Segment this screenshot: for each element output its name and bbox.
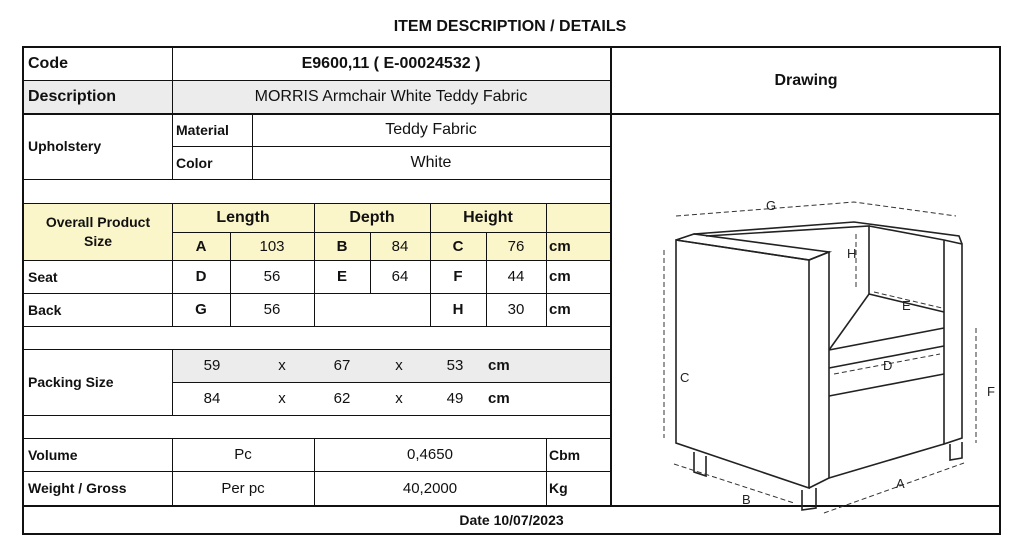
grid-line <box>172 203 173 326</box>
packing-1-sep-1: x <box>278 357 286 374</box>
dim-value-d: 56 <box>263 268 281 285</box>
grid-line <box>24 471 610 472</box>
depth-header: Depth <box>314 203 430 232</box>
base-front-top <box>829 374 944 396</box>
packing-1-sep-2: x <box>395 357 403 374</box>
right-arm <box>869 226 962 444</box>
weight-value: 40,2000 <box>402 479 458 497</box>
left-arm-top <box>676 234 829 260</box>
description-value: MORRIS Armchair White Teddy Fabric <box>172 80 610 113</box>
dim-key-b: B <box>314 232 370 260</box>
backrest-top <box>694 222 962 244</box>
seat-label: Seat <box>28 268 58 285</box>
item-details-sheet <box>22 46 1001 535</box>
code-value: E9600,11 ( E-00024532 ) <box>301 55 481 72</box>
drawing-letter-c: C <box>680 370 690 385</box>
packing-row-1 <box>172 349 610 382</box>
dimension-lines <box>664 202 976 513</box>
length-header: Length <box>172 203 314 232</box>
packing-1-width: 67 <box>333 357 351 374</box>
packing-row-2 <box>172 382 610 415</box>
dim-key-d: D <box>195 268 207 285</box>
drawing-letter-g: G <box>766 198 777 213</box>
dim-value-f: 44 <box>507 268 525 285</box>
dim-key-c: C <box>430 232 486 260</box>
page-title: ITEM DESCRIPTION / DETAILS <box>393 18 627 35</box>
grid-line <box>24 438 610 439</box>
volume-label: Volume <box>28 446 78 463</box>
packing-2-sep-2: x <box>395 390 403 407</box>
drawing-letter-h: H <box>847 246 857 261</box>
grid-line <box>24 415 610 416</box>
grid-line <box>24 326 610 327</box>
seat-top-back <box>829 294 944 350</box>
packing-2-height: 49 <box>446 390 464 407</box>
dim-value-h: 30 <box>507 301 525 318</box>
dim-value-e: 64 <box>391 268 409 285</box>
backrest-inner <box>706 226 869 294</box>
dim-key-f: F <box>453 268 463 285</box>
back-label: Back <box>28 301 62 318</box>
packing-2-width: 62 <box>333 390 351 407</box>
grid-line <box>172 349 173 415</box>
grid-line <box>430 203 431 326</box>
grid-line <box>252 113 253 179</box>
volume-value: 0,4650 <box>407 446 453 463</box>
upholstery-label: Upholstery <box>28 138 102 154</box>
weight-unit: Kg <box>549 480 568 496</box>
drawing-letter-b: B <box>742 492 751 507</box>
seat-top-front <box>829 328 944 350</box>
grid-line <box>314 438 315 505</box>
dim-key-g: G <box>195 301 207 318</box>
drawing-header: Drawing <box>774 71 838 89</box>
grid-line <box>24 260 610 261</box>
dim-key-e: E <box>336 268 347 285</box>
grid-line <box>24 203 610 204</box>
overall-size-label: Overall Product Size <box>24 203 172 260</box>
left-arm-side <box>809 252 829 488</box>
grid-line <box>24 293 610 294</box>
grid-line <box>172 382 610 383</box>
dim-line-b <box>674 464 794 503</box>
drawing-letter-f: F <box>987 384 995 399</box>
drawing-letter-e: E <box>902 298 911 313</box>
grid-line <box>314 203 315 326</box>
date-footer: Date 10/07/2023 <box>459 512 564 528</box>
volume-unit-label: Pc <box>234 446 252 463</box>
armchair-drawing <box>634 188 995 507</box>
base-bottom <box>829 444 944 478</box>
packing-1-height: 53 <box>446 357 464 374</box>
volume-unit: Cbm <box>549 446 581 463</box>
packing-size-label: Packing Size <box>28 374 114 390</box>
grid-line <box>24 505 999 507</box>
grid-line <box>546 203 547 326</box>
divider-main <box>610 48 612 505</box>
packing-2-length: 84 <box>203 390 221 407</box>
weight-unit-label: Per pc <box>221 479 265 497</box>
packing-1-length: 59 <box>203 357 221 374</box>
left-arm-front <box>676 240 809 488</box>
dim-key-h: H <box>452 301 464 318</box>
color-label: Color <box>176 154 213 171</box>
dim-value-b: 84 <box>370 232 430 260</box>
grid-line <box>172 48 173 179</box>
grid-line <box>546 438 547 505</box>
grid-line <box>172 438 173 505</box>
grid-line <box>230 232 231 326</box>
dim-value-g: 56 <box>263 301 281 318</box>
dim-unit-row1: cm <box>546 232 610 260</box>
color-value: White <box>410 153 452 171</box>
description-label: Description <box>24 80 172 113</box>
unit-header-blank <box>546 203 610 232</box>
grid-line <box>24 113 999 115</box>
code-label: Code <box>28 55 68 72</box>
packing-2-sep-1: x <box>278 390 286 407</box>
grid-line <box>24 179 610 180</box>
leg-back-right <box>950 442 962 460</box>
packing-1-unit: cm <box>488 357 510 374</box>
grid-line <box>24 80 610 81</box>
dim-key-a: A <box>172 232 230 260</box>
grid-line <box>370 232 371 293</box>
drawing-letter-a: A <box>896 476 905 491</box>
dim-unit-back: cm <box>549 301 571 318</box>
packing-2-unit: cm <box>488 390 510 407</box>
drawing-letter-d: D <box>883 358 893 373</box>
height-header: Height <box>430 203 546 232</box>
grid-line <box>486 232 487 326</box>
dim-line-g <box>676 202 956 216</box>
material-label: Material <box>176 121 229 138</box>
dim-unit-seat: cm <box>549 268 571 285</box>
grid-line <box>24 349 610 350</box>
grid-line <box>172 232 610 233</box>
weight-label: Weight / Gross <box>28 480 127 496</box>
material-value: Teddy Fabric <box>385 120 477 138</box>
dim-value-c: 76 <box>486 232 546 260</box>
armchair-outline <box>676 222 962 510</box>
grid-line <box>172 146 610 147</box>
dim-value-a: 103 <box>230 232 314 260</box>
